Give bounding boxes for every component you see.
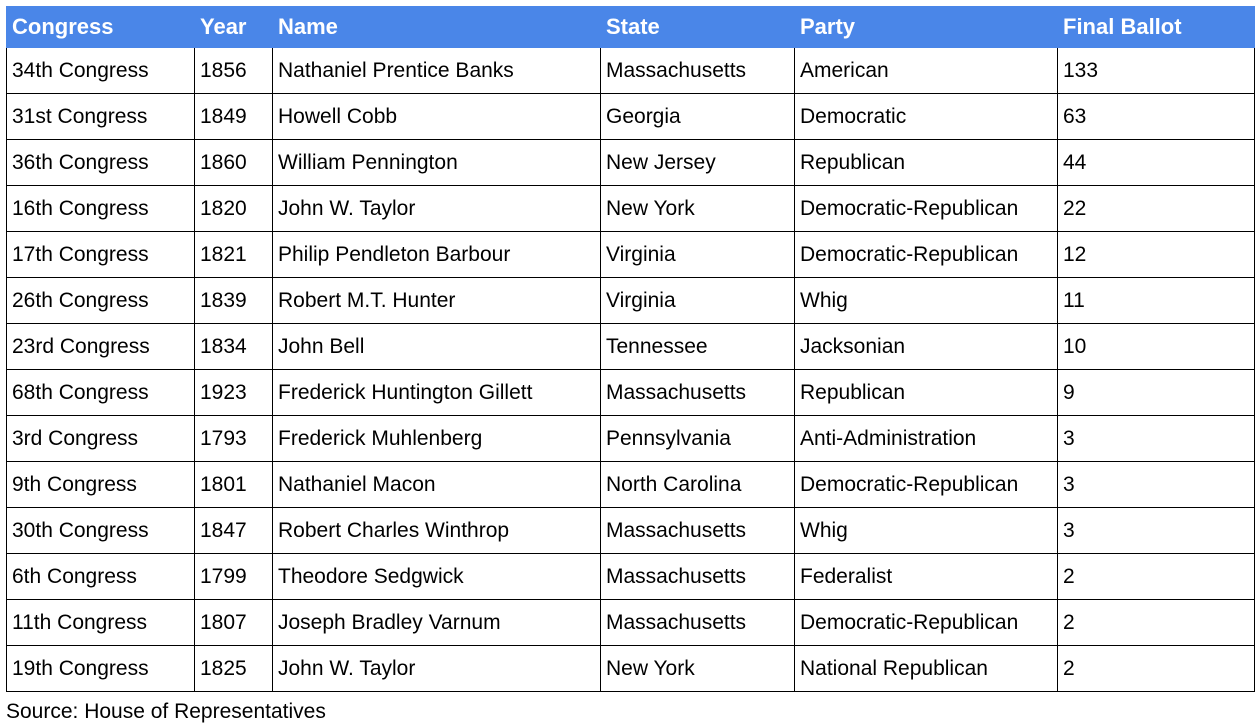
cell-name: Howell Cobb bbox=[273, 94, 601, 140]
table-row bbox=[7, 600, 1255, 646]
cell-final-ballot: 2 bbox=[1058, 646, 1255, 692]
cell-party: Whig bbox=[795, 278, 1058, 324]
cell-congress: 19th Congress bbox=[7, 646, 195, 692]
cell-name: Joseph Bradley Varnum bbox=[273, 600, 601, 646]
table-row bbox=[7, 140, 1255, 186]
cell-party: Democratic bbox=[795, 94, 1058, 140]
cell-final-ballot: 3 bbox=[1058, 462, 1255, 508]
cell-name: Philip Pendleton Barbour bbox=[273, 232, 601, 278]
header-name: Name bbox=[273, 7, 601, 48]
source-note: Source: House of Representatives bbox=[6, 700, 326, 723]
cell-state: Virginia bbox=[601, 278, 795, 324]
cell-congress: 26th Congress bbox=[7, 278, 195, 324]
cell-state: New Jersey bbox=[601, 140, 795, 186]
cell-state: New York bbox=[601, 646, 795, 692]
cell-year: 1820 bbox=[195, 186, 273, 232]
cell-name: John W. Taylor bbox=[273, 646, 601, 692]
cell-state: Tennessee bbox=[601, 324, 795, 370]
cell-year: 1923 bbox=[195, 370, 273, 416]
cell-party: Republican bbox=[795, 370, 1058, 416]
cell-state: Virginia bbox=[601, 232, 795, 278]
cell-name: John W. Taylor bbox=[273, 186, 601, 232]
cell-final-ballot: 22 bbox=[1058, 186, 1255, 232]
cell-year: 1807 bbox=[195, 600, 273, 646]
cell-congress: 31st Congress bbox=[7, 94, 195, 140]
cell-name: Frederick Huntington Gillett bbox=[273, 370, 601, 416]
cell-party: Democratic-Republican bbox=[795, 462, 1058, 508]
cell-party: Jacksonian bbox=[795, 324, 1058, 370]
cell-name: Robert M.T. Hunter bbox=[273, 278, 601, 324]
cell-year: 1799 bbox=[195, 554, 273, 600]
cell-name: Frederick Muhlenberg bbox=[273, 416, 601, 462]
cell-party: American bbox=[795, 48, 1058, 94]
cell-year: 1856 bbox=[195, 48, 273, 94]
cell-final-ballot: 11 bbox=[1058, 278, 1255, 324]
cell-name: Theodore Sedgwick bbox=[273, 554, 601, 600]
cell-congress: 30th Congress bbox=[7, 508, 195, 554]
cell-state: Pennsylvania bbox=[601, 416, 795, 462]
cell-state: New York bbox=[601, 186, 795, 232]
cell-party: Whig bbox=[795, 508, 1058, 554]
cell-year: 1793 bbox=[195, 416, 273, 462]
cell-name: William Pennington bbox=[273, 140, 601, 186]
cell-year: 1847 bbox=[195, 508, 273, 554]
table-row bbox=[7, 94, 1255, 140]
cell-name: Robert Charles Winthrop bbox=[273, 508, 601, 554]
table-row bbox=[7, 416, 1255, 462]
table-row bbox=[7, 186, 1255, 232]
table-row bbox=[7, 324, 1255, 370]
cell-name: Nathaniel Prentice Banks bbox=[273, 48, 601, 94]
cell-state: Massachusetts bbox=[601, 554, 795, 600]
cell-final-ballot: 10 bbox=[1058, 324, 1255, 370]
table-row bbox=[7, 278, 1255, 324]
cell-year: 1821 bbox=[195, 232, 273, 278]
cell-congress: 6th Congress bbox=[7, 554, 195, 600]
cell-congress: 68th Congress bbox=[7, 370, 195, 416]
cell-final-ballot: 2 bbox=[1058, 600, 1255, 646]
cell-year: 1834 bbox=[195, 324, 273, 370]
cell-state: Massachusetts bbox=[601, 370, 795, 416]
cell-final-ballot: 63 bbox=[1058, 94, 1255, 140]
table-row bbox=[7, 462, 1255, 508]
cell-final-ballot: 44 bbox=[1058, 140, 1255, 186]
cell-party: Democratic-Republican bbox=[795, 186, 1058, 232]
table-row bbox=[7, 508, 1255, 554]
header-final-ballot: Final Ballot bbox=[1058, 7, 1255, 48]
table-row bbox=[7, 48, 1255, 94]
cell-final-ballot: 3 bbox=[1058, 508, 1255, 554]
table-header bbox=[7, 7, 1255, 48]
cell-party: National Republican bbox=[795, 646, 1058, 692]
header-congress: Congress bbox=[7, 7, 195, 48]
cell-name: John Bell bbox=[273, 324, 601, 370]
cell-congress: 3rd Congress bbox=[7, 416, 195, 462]
cell-year: 1839 bbox=[195, 278, 273, 324]
table-row bbox=[7, 232, 1255, 278]
cell-state: Georgia bbox=[601, 94, 795, 140]
cell-state: Massachusetts bbox=[601, 48, 795, 94]
cell-congress: 17th Congress bbox=[7, 232, 195, 278]
cell-final-ballot: 9 bbox=[1058, 370, 1255, 416]
cell-year: 1860 bbox=[195, 140, 273, 186]
cell-state: Massachusetts bbox=[601, 508, 795, 554]
cell-congress: 23rd Congress bbox=[7, 324, 195, 370]
cell-congress: 11th Congress bbox=[7, 600, 195, 646]
cell-final-ballot: 133 bbox=[1058, 48, 1255, 94]
speaker-ballots-table bbox=[6, 6, 1255, 692]
cell-congress: 16th Congress bbox=[7, 186, 195, 232]
speaker-ballots-table-container bbox=[6, 6, 1255, 692]
cell-name: Nathaniel Macon bbox=[273, 462, 601, 508]
cell-party: Federalist bbox=[795, 554, 1058, 600]
cell-final-ballot: 2 bbox=[1058, 554, 1255, 600]
cell-year: 1849 bbox=[195, 94, 273, 140]
cell-state: Massachusetts bbox=[601, 600, 795, 646]
cell-party: Democratic-Republican bbox=[795, 232, 1058, 278]
cell-congress: 9th Congress bbox=[7, 462, 195, 508]
cell-party: Anti-Administration bbox=[795, 416, 1058, 462]
table-body bbox=[7, 48, 1255, 692]
cell-congress: 36th Congress bbox=[7, 140, 195, 186]
cell-state: North Carolina bbox=[601, 462, 795, 508]
table-row bbox=[7, 646, 1255, 692]
table-row bbox=[7, 554, 1255, 600]
header-party: Party bbox=[795, 7, 1058, 48]
header-year: Year bbox=[195, 7, 273, 48]
cell-final-ballot: 12 bbox=[1058, 232, 1255, 278]
cell-year: 1801 bbox=[195, 462, 273, 508]
header-state: State bbox=[601, 7, 795, 48]
cell-party: Democratic-Republican bbox=[795, 600, 1058, 646]
cell-final-ballot: 3 bbox=[1058, 416, 1255, 462]
cell-year: 1825 bbox=[195, 646, 273, 692]
table-row bbox=[7, 370, 1255, 416]
header-row bbox=[7, 7, 1255, 48]
cell-congress: 34th Congress bbox=[7, 48, 195, 94]
cell-party: Republican bbox=[795, 140, 1058, 186]
